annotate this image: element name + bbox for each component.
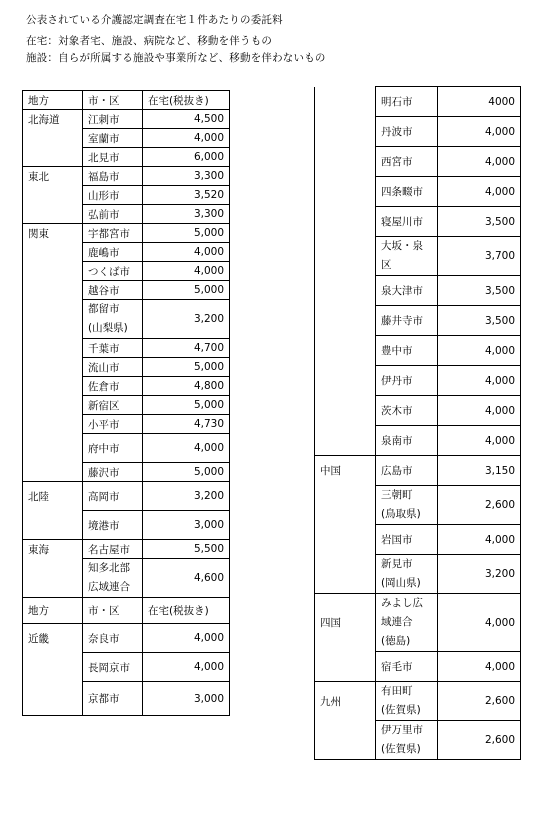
fee-cell: 4,000 — [438, 396, 521, 426]
city-cell-line: (鳥取県) — [381, 508, 421, 520]
document-title: 公表されている介護認定調査在宅１件あたりの委託料 — [26, 14, 283, 26]
city-cell-line: 三朝町 — [381, 489, 413, 501]
region-cell: 九州 — [315, 682, 376, 721]
fee-cell: 4,000 — [438, 147, 521, 177]
region-cell — [315, 177, 376, 207]
table-row — [23, 559, 230, 598]
table-row — [315, 276, 521, 306]
fee-cell: 3,300 — [143, 205, 230, 224]
city-cell: 室蘭市 — [83, 129, 143, 148]
city-cell: 新宿区 — [83, 396, 143, 415]
city-cell: 広島市 — [376, 456, 438, 486]
fee-cell: 4,000 — [438, 594, 521, 652]
fee-cell: 4,000 — [438, 426, 521, 456]
table-row — [315, 336, 521, 366]
fee-cell: 5,000 — [143, 281, 230, 300]
region-cell — [315, 486, 376, 525]
table-row — [315, 594, 521, 652]
region-cell: 東北 — [23, 167, 83, 186]
table-row — [315, 147, 521, 177]
city-cell: つくば市 — [83, 262, 143, 281]
fee-cell: 6,000 — [143, 148, 230, 167]
column-header-region: 地方 — [23, 598, 83, 624]
table-row — [315, 682, 521, 721]
region-cell — [315, 426, 376, 456]
table-row — [315, 525, 521, 555]
table-row — [23, 243, 230, 262]
fee-cell: 4,800 — [143, 377, 230, 396]
fee-cell: 4,600 — [143, 559, 230, 598]
table-row — [315, 306, 521, 336]
city-cell: 泉南市 — [376, 426, 438, 456]
fee-cell: 4,700 — [143, 339, 230, 358]
fee-cell: 3,000 — [143, 511, 230, 540]
fee-cell: 3,500 — [438, 306, 521, 336]
city-cell-line: 新見市 — [381, 558, 413, 570]
city-cell-line: (徳島) — [381, 635, 411, 647]
city-cell-line: 伊万里市 — [381, 724, 423, 736]
region-cell — [23, 281, 83, 300]
fee-cell: 5,000 — [143, 396, 230, 415]
city-cell: 寝屋川市 — [376, 207, 438, 237]
region-cell — [23, 511, 83, 540]
city-cell — [83, 300, 143, 339]
region-cell — [23, 434, 83, 463]
fee-cell: 4,000 — [143, 624, 230, 653]
city-cell-line: 域連合 — [381, 616, 413, 628]
region-cell — [23, 300, 83, 339]
table-row — [23, 205, 230, 224]
fee-cell: 4,730 — [143, 415, 230, 434]
fee-cell: 4,500 — [143, 110, 230, 129]
region-cell: 近畿 — [23, 624, 83, 653]
city-cell: 西宮市 — [376, 147, 438, 177]
column-header-city: 市・区 — [83, 91, 143, 110]
region-cell — [23, 377, 83, 396]
region-cell — [23, 148, 83, 167]
table-row — [23, 339, 230, 358]
city-cell — [376, 237, 438, 276]
fee-cell: 4,000 — [143, 262, 230, 281]
table-row — [23, 415, 230, 434]
table-row — [315, 426, 521, 456]
city-cell-line: (岡山県) — [381, 577, 421, 589]
fee-cell: 3,200 — [143, 300, 230, 339]
city-cell: 豊中市 — [376, 336, 438, 366]
table-row — [315, 177, 521, 207]
fee-cell: 3,500 — [438, 276, 521, 306]
region-cell — [23, 339, 83, 358]
fee-cell: 4,000 — [438, 117, 521, 147]
region-cell — [315, 207, 376, 237]
fee-cell: 4,000 — [438, 525, 521, 555]
table-row — [23, 377, 230, 396]
table-row — [315, 456, 521, 486]
region-cell — [315, 366, 376, 396]
city-cell: 奈良市 — [83, 624, 143, 653]
fee-cell: 4,000 — [143, 243, 230, 262]
city-cell-line: 区 — [381, 259, 392, 271]
table-row — [23, 300, 230, 339]
table-row — [23, 396, 230, 415]
city-cell: 岩国市 — [376, 525, 438, 555]
region-cell — [23, 559, 83, 598]
fee-cell: 4,000 — [438, 652, 521, 682]
city-cell: 山形市 — [83, 186, 143, 205]
table-row — [23, 463, 230, 482]
region-cell — [315, 276, 376, 306]
fee-cell: 5,500 — [143, 540, 230, 559]
city-cell: 福島市 — [83, 167, 143, 186]
city-cell: 藤沢市 — [83, 463, 143, 482]
city-cell-line: 大坂・泉 — [381, 240, 423, 252]
region-cell — [315, 237, 376, 276]
fee-cell: 3,150 — [438, 456, 521, 486]
table-row — [23, 262, 230, 281]
table-row — [315, 237, 521, 276]
city-cell: 鹿嶋市 — [83, 243, 143, 262]
table-row — [23, 624, 230, 653]
city-cell: 四条畷市 — [376, 177, 438, 207]
city-cell: 江刺市 — [83, 110, 143, 129]
definition-home: 在宅：対象者宅、施設、病院など、移動を伴うもの — [26, 35, 273, 47]
city-cell: 府中市 — [83, 434, 143, 463]
fee-table-right — [314, 86, 521, 760]
region-cell — [315, 396, 376, 426]
table-row — [23, 281, 230, 300]
city-cell: 千葉市 — [83, 339, 143, 358]
region-cell — [23, 653, 83, 682]
region-cell: 関東 — [23, 224, 83, 243]
table-row — [23, 682, 230, 716]
region-cell — [23, 463, 83, 482]
table-row — [23, 129, 230, 148]
region-cell — [315, 721, 376, 760]
city-cell: 宿毛市 — [376, 652, 438, 682]
table-row — [23, 434, 230, 463]
region-cell — [23, 358, 83, 377]
region-cell — [23, 205, 83, 224]
region-cell — [315, 117, 376, 147]
city-cell-line: 都留市 — [88, 303, 120, 315]
city-cell — [83, 559, 143, 598]
region-cell — [315, 555, 376, 594]
region-cell — [23, 415, 83, 434]
city-cell: 境港市 — [83, 511, 143, 540]
city-cell-line: (山梨県) — [88, 322, 128, 334]
city-cell — [376, 721, 438, 760]
city-cell: 北見市 — [83, 148, 143, 167]
table-row — [23, 224, 230, 243]
region-cell: 東海 — [23, 540, 83, 559]
table-row — [23, 358, 230, 377]
city-cell: 流山市 — [83, 358, 143, 377]
fee-cell: 5,000 — [143, 358, 230, 377]
city-cell: 高岡市 — [83, 482, 143, 511]
fee-cell: 2,600 — [438, 721, 521, 760]
table-row — [315, 652, 521, 682]
city-cell: 藤井寺市 — [376, 306, 438, 336]
table-row — [23, 482, 230, 511]
table-row — [315, 117, 521, 147]
city-cell-line: みよし広 — [381, 597, 423, 609]
region-cell — [23, 396, 83, 415]
city-cell-line: 知多北部 — [88, 562, 130, 574]
city-cell-line: (佐賀県) — [381, 704, 421, 716]
table-row — [23, 167, 230, 186]
fee-cell: 4,000 — [438, 177, 521, 207]
city-cell: 丹波市 — [376, 117, 438, 147]
table-row — [23, 540, 230, 559]
city-cell — [376, 682, 438, 721]
fee-cell: 3,200 — [143, 482, 230, 511]
city-cell-line: (佐賀県) — [381, 743, 421, 755]
table-row — [315, 486, 521, 525]
table-header-row — [23, 91, 230, 110]
table-header-row — [23, 598, 230, 624]
city-cell — [376, 594, 438, 652]
fee-cell: 3,700 — [438, 237, 521, 276]
region-cell — [23, 186, 83, 205]
region-cell: 四国 — [315, 594, 376, 652]
table-row — [315, 87, 521, 117]
city-cell: 明石市 — [376, 87, 438, 117]
region-cell — [23, 243, 83, 262]
fee-cell: 2,600 — [438, 486, 521, 525]
fee-cell: 4,000 — [438, 366, 521, 396]
city-cell — [376, 486, 438, 525]
column-header-fee: 在宅(税抜き) — [143, 91, 230, 110]
fee-cell: 3,200 — [438, 555, 521, 594]
table-row — [23, 653, 230, 682]
city-cell: 名古屋市 — [83, 540, 143, 559]
fee-cell: 3,300 — [143, 167, 230, 186]
city-cell: 宇都宮市 — [83, 224, 143, 243]
region-cell — [23, 262, 83, 281]
city-cell-line: 広域連合 — [88, 581, 130, 593]
table-row — [315, 721, 521, 760]
region-cell: 中国 — [315, 456, 376, 486]
table-row — [315, 366, 521, 396]
city-cell: 小平市 — [83, 415, 143, 434]
fee-cell: 4,000 — [438, 336, 521, 366]
city-cell: 佐倉市 — [83, 377, 143, 396]
city-cell: 越谷市 — [83, 281, 143, 300]
region-cell: 北陸 — [23, 482, 83, 511]
city-cell: 京都市 — [83, 682, 143, 716]
region-cell — [315, 87, 376, 117]
table-row — [315, 555, 521, 594]
table-row — [315, 207, 521, 237]
table-row — [23, 186, 230, 205]
city-cell: 弘前市 — [83, 205, 143, 224]
city-cell: 長岡京市 — [83, 653, 143, 682]
fee-cell: 3,500 — [438, 207, 521, 237]
table-row — [23, 148, 230, 167]
fee-cell: 5,000 — [143, 224, 230, 243]
region-cell — [315, 336, 376, 366]
fee-cell: 4,000 — [143, 434, 230, 463]
region-cell — [315, 525, 376, 555]
region-cell — [315, 652, 376, 682]
definition-facility: 施設：自らが所属する施設や事業所など、移動を伴わないもの — [26, 52, 326, 64]
column-header-city: 市・区 — [83, 598, 143, 624]
table-row — [315, 396, 521, 426]
column-header-fee: 在宅(税抜き) — [143, 598, 230, 624]
table-row — [23, 110, 230, 129]
fee-table-left — [22, 90, 230, 716]
region-cell — [23, 129, 83, 148]
city-cell: 茨木市 — [376, 396, 438, 426]
city-cell: 泉大津市 — [376, 276, 438, 306]
fee-cell: 3,000 — [143, 682, 230, 716]
region-cell — [315, 306, 376, 336]
table-row — [23, 511, 230, 540]
region-cell — [315, 147, 376, 177]
fee-cell: 4,000 — [143, 129, 230, 148]
fee-cell: 4000 — [438, 87, 521, 117]
fee-cell: 3,520 — [143, 186, 230, 205]
column-header-region: 地方 — [23, 91, 83, 110]
fee-cell: 4,000 — [143, 653, 230, 682]
region-cell: 北海道 — [23, 110, 83, 129]
fee-cell: 2,600 — [438, 682, 521, 721]
fee-cell: 5,000 — [143, 463, 230, 482]
region-cell — [23, 682, 83, 716]
city-cell — [376, 555, 438, 594]
city-cell: 伊丹市 — [376, 366, 438, 396]
city-cell-line: 有田町 — [381, 685, 413, 697]
